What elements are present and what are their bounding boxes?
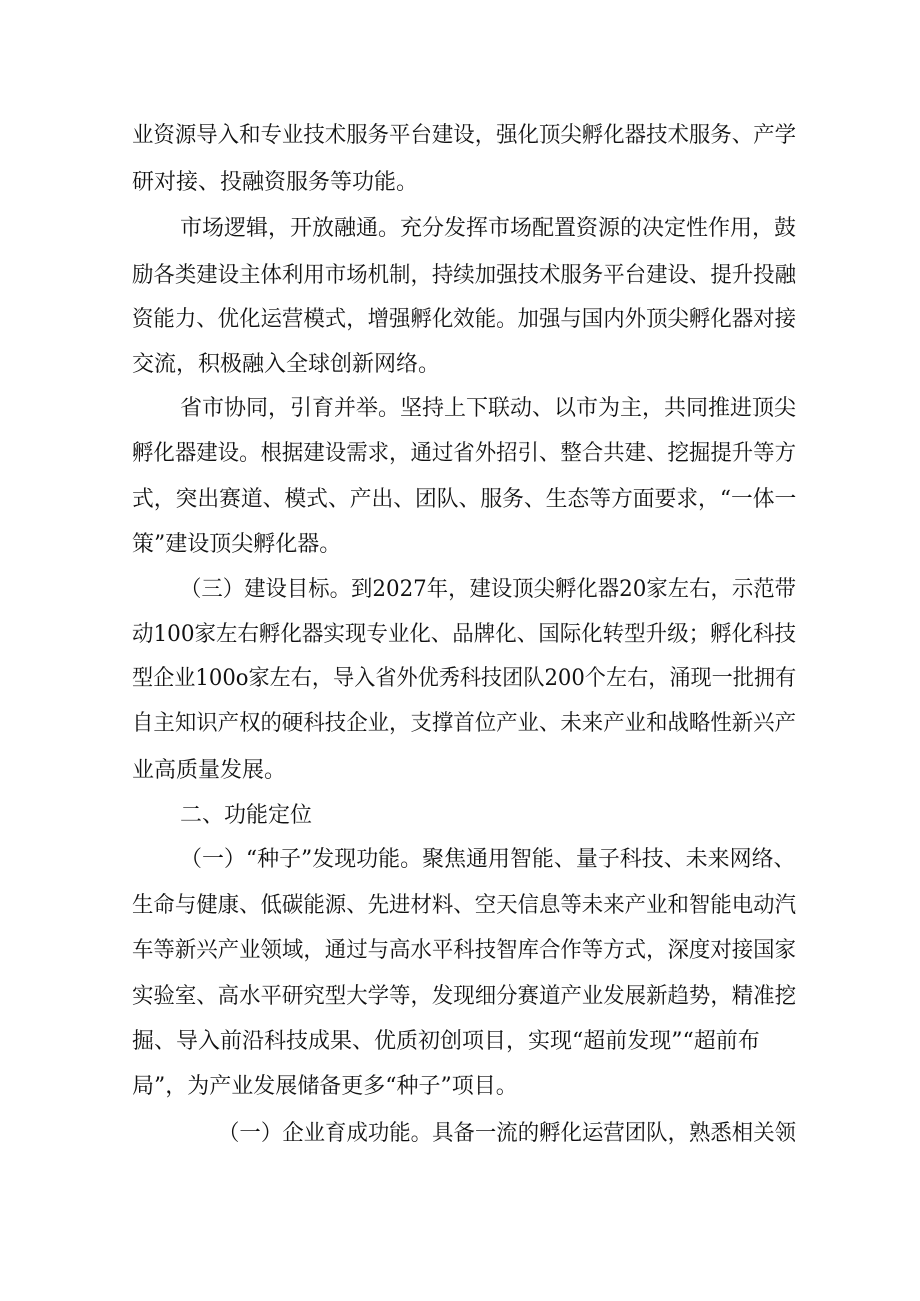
text-line: 业高质量发展。 — [132, 758, 287, 783]
text-line: 交流，积极融入全球创新网络。 — [132, 352, 441, 377]
text-line: （三）建设目标。到2027年，建设顶尖孵化器20家左右，示范带 — [180, 577, 796, 602]
text-line: 型企业100o家左右，导入省外优秀科技团队200个左右，涌现一批拥有 — [132, 666, 797, 691]
text-line: （一）“种子”发现功能。聚焦通用智能、量子科技、未来网络、 — [180, 847, 796, 872]
text-line: 车等新兴产业领域，通过与高水平科技智库合作等方式，深度对接国家 — [132, 938, 797, 963]
text-line: 局”，为产业发展储备更多“种子”项目。 — [132, 1074, 518, 1099]
text-line: 策”建设顶尖孵化器。 — [132, 532, 342, 557]
text-line: 动100家左右孵化器实现专业化、品牌化、国际化转型升级；孵化科技 — [132, 622, 797, 647]
text-line: 生命与健康、低碳能源、先进材料、空天信息等未来产业和智能电动汽 — [132, 893, 797, 918]
text-line: （一）企业育成功能。具备一流的孵化运营团队，熟悉相关领 — [218, 1121, 797, 1146]
section-heading: 二、功能定位 — [180, 803, 313, 828]
text-line: 资能力、优化运营模式，增强孵化效能。加强与国内外顶尖孵化器对接 — [132, 307, 797, 332]
text-line: 孵化器建设。根据建设需求，通过省外招引、整合共建、挖掘提升等方 — [132, 441, 797, 466]
text-line: 研对接、投融资服务等功能。 — [132, 170, 419, 195]
text-line: 式，突出赛道、模式、产出、团队、服务、生态等方面要求，“一体一 — [132, 487, 797, 512]
text-line: 励各类建设主体利用市场机制，持续加强技术服务平台建设、提升投融 — [132, 263, 797, 288]
text-line: 自主知识产权的硬科技企业，支撑首位产业、未来产业和战略性新兴产 — [132, 711, 797, 736]
text-line: 业资源导入和专业技术服务平台建设，强化顶尖孵化器技术服务、产学 — [132, 123, 797, 148]
text-line: 实验室、高水平研究型大学等，发现细分赛道产业发展新趋势，精准挖 — [132, 984, 797, 1009]
text-line: 市场逻辑，开放融通。充分发挥市场配置资源的决定性作用，鼓 — [180, 216, 797, 241]
text-line: 省市协同，引育并举。坚持上下联动、以市为主，共同推进顶尖 — [180, 396, 797, 421]
text-line: 掘、导入前沿科技成果、优质初创项目，实现“超前发现”“超前布 — [132, 1029, 760, 1054]
